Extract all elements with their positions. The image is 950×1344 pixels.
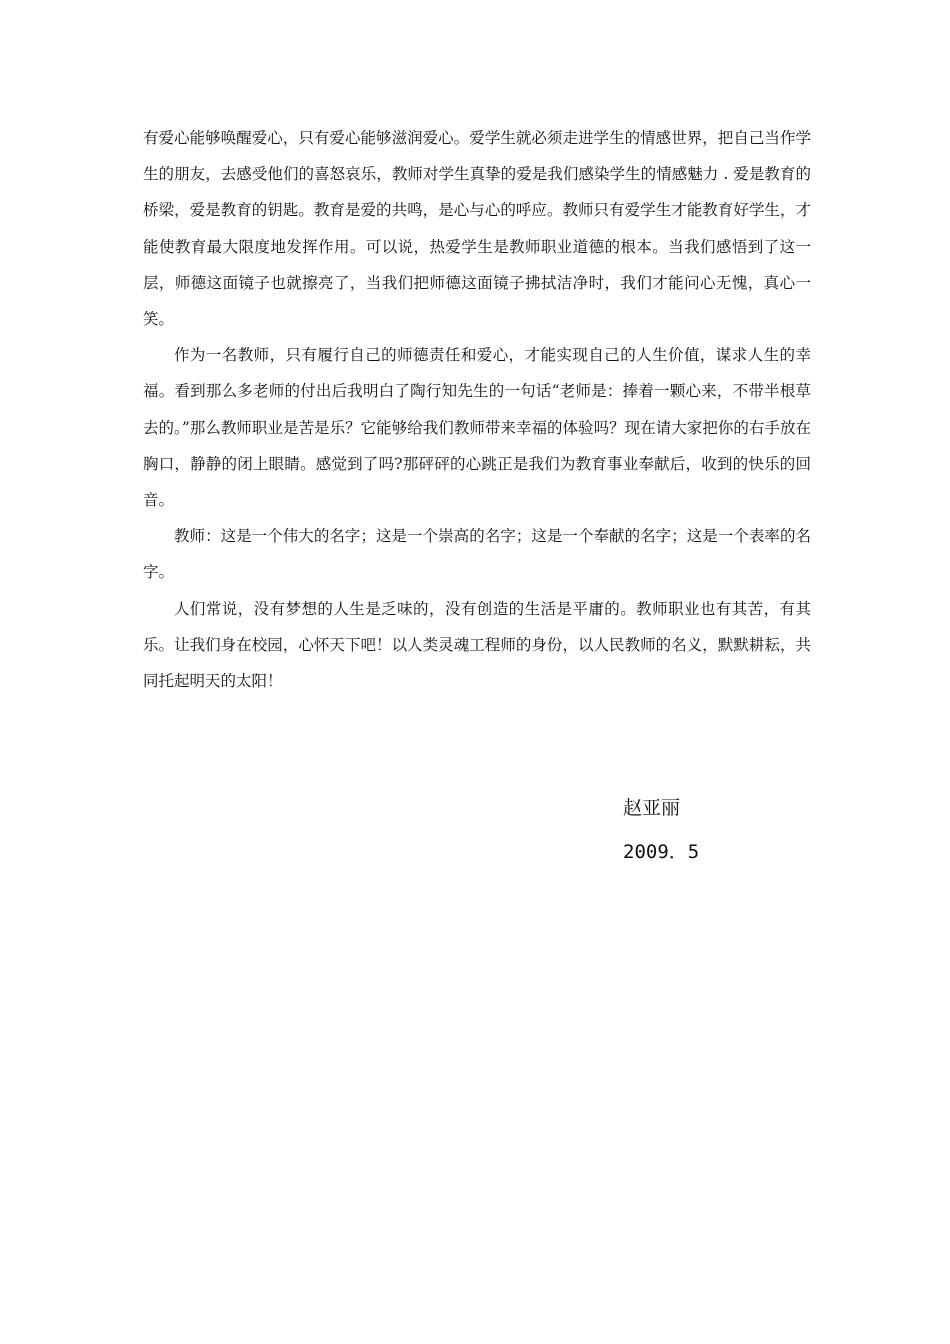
document-body: [143, 120, 811, 699]
paragraph-teacher-happiness: 作为一名教师，只有履行自己的师德责任和爱心，才能实现自己的人生价值，谋求人生的幸福。看到那么多老师的付出后我明白了陶行知先生的一句话“老师是：捧着一颗心来，不带半根草去的。”那么教师职业是苦是乐？它能够给我们教师带来幸福的体验吗？现在请大家把你的右手放在胸口，静静的闭上眼睛。感觉到了吗?那砰砰的心跳正是我们为教育事业奉献后，收到的快乐的回音。: [143, 346, 811, 510]
signature-block: [623, 790, 699, 864]
author-name: 赵亚丽: [623, 797, 681, 819]
paragraph-closing: 人们常说，没有梦想的人生是乏味的，没有创造的生活是平庸的。教师职业也有其苦，有其乐。让我们身在校园，心怀天下吧！以人类灵魂工程师的身份，以人民教师的名义，默默耕耘，共同托起明天的太阳！: [143, 599, 811, 691]
signature-date: 2009．5: [623, 841, 700, 863]
paragraph-love-education: 有爱心能够唤醒爱心，只有爱心能够滋润爱心。爱学生就必须走进学生的情感世界，把自己当作学生的朋友，去感受他们的喜怒哀乐，教师对学生真挚的爱是我们感染学生的情感魅力 . 爱是教育的桥梁，爱是教育的钥匙。教育是爱的共鸣，是心与心的呼应。教师只有爱学生才能教育好学生，才能使教育最大限度地发挥作用。可以说，热爱学生是教师职业道德的根本。当我们感悟到了这一层，师德这面镜子也就擦亮了，当我们把师德这面镜子拂拭洁净时，我们才能问心无愧，真心一笑。: [143, 129, 811, 329]
paragraph-teacher-name: 教师：这是一个伟大的名字；这是一个崇高的名字；这是一个奉献的名字；这是一个表率的名字。: [143, 527, 811, 582]
